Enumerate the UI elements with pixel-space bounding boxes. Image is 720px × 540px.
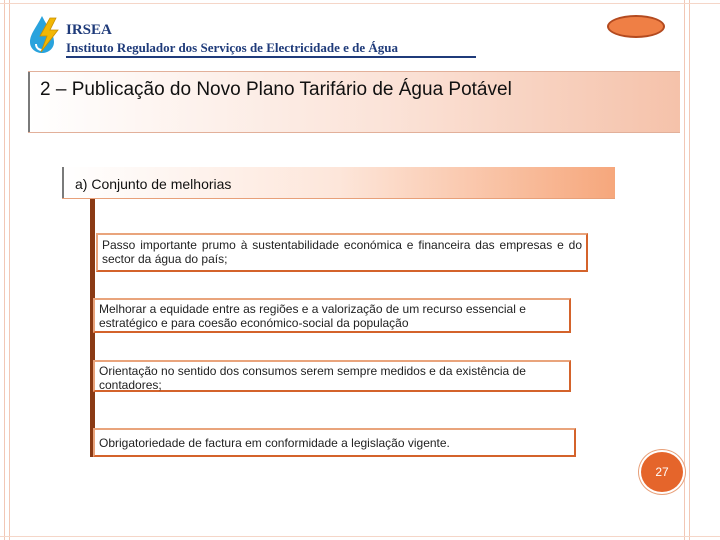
list-item: Obrigatoriedade de factura em conformidade a legislação vigente. <box>93 428 576 457</box>
frame-top-border <box>0 3 720 4</box>
page-number-badge: 27 <box>641 452 683 492</box>
title-banner-edge <box>28 72 30 132</box>
frame-left-border <box>4 0 10 540</box>
brand-name: IRSEA <box>66 22 112 38</box>
brand-underline <box>66 56 476 58</box>
frame-bottom-border <box>0 536 720 537</box>
subtitle-banner <box>62 167 615 199</box>
title-banner <box>28 71 680 133</box>
frame-right-border <box>684 0 690 540</box>
irsea-logo-icon <box>28 14 68 54</box>
slide-title: 2 – Publicação do Novo Plano Tarifário de Água Potável <box>40 79 512 100</box>
slide-subtitle: a) Conjunto de melhorias <box>75 176 232 192</box>
oval-action-button[interactable] <box>607 15 665 38</box>
subtitle-banner-edge <box>62 167 64 198</box>
list-item: Passo importante prumo à sustentabilidade económica e financeira das empresas e do sector da água do país; <box>96 233 588 272</box>
list-item: Orientação no sentido dos consumos serem sempre medidos e da existência de contadores; <box>93 360 571 392</box>
brand-full-name: Instituto Regulador dos Serviços de Electricidade e de Água <box>66 40 398 55</box>
list-item: Melhorar a equidade entre as regiões e a valorização de um recurso essencial e estratégico e para coesão económico-social da população <box>93 298 571 333</box>
